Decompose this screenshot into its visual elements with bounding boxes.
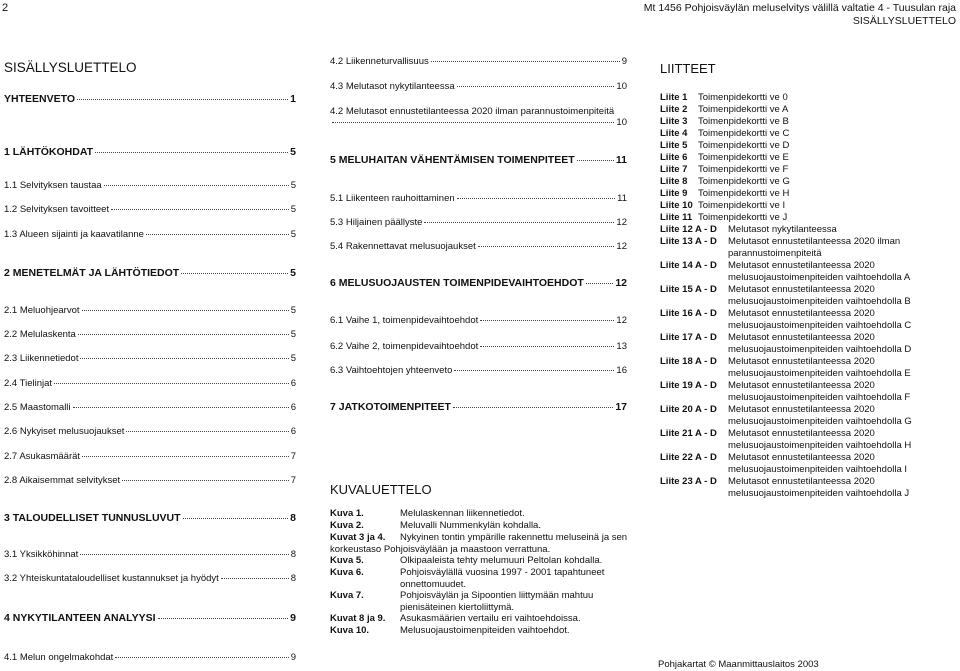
- liite-code: Liite 8: [660, 176, 688, 187]
- liite-code: Liite 5: [660, 140, 688, 151]
- toc-entry-page: 6: [290, 378, 296, 389]
- kuva-description: Olkipaaleista tehty melumuuri Peltolan kohdalla.: [400, 555, 603, 566]
- toc-entry-label: 2.2 Melulaskenta: [4, 329, 76, 340]
- toc-entry-page: 5: [290, 204, 296, 215]
- kuva-code: Kuva 6.: [330, 567, 364, 578]
- toc-entry-label: 1.1 Selvityksen taustaa: [4, 180, 102, 191]
- toc-entry: [4, 329, 296, 340]
- toc-entry: [4, 353, 296, 364]
- toc-entry-page: 8: [290, 573, 296, 584]
- toc-entry: [4, 426, 296, 437]
- toc-leader-dots: [158, 618, 289, 619]
- toc-entry-label: 1 LÄHTÖKOHDAT: [4, 146, 94, 158]
- liite-code: Liite 9: [660, 188, 688, 199]
- toc-entry-page: 6: [290, 402, 296, 413]
- toc-entry-page: 5: [290, 229, 296, 240]
- toc-entry: [330, 56, 627, 67]
- toc-entry-label: 4 NYKYTILANTEEN ANALYYSI: [4, 612, 156, 624]
- toc-entry-label: 5.3 Hiljainen päällyste: [330, 217, 423, 228]
- header-title: Mt 1456 Pohjoisväylän meluselvitys välillä valtatie 4 - Tuusulan raja: [643, 2, 956, 14]
- toc-leader-dots: [82, 310, 289, 311]
- kuva-description: Nykyinen tontin ympärille rakennettu meluseinä ja sen korkeustaso Pohjoisväylään ja maastoon verrattuna.: [330, 532, 628, 555]
- toc-entry-page: 9: [290, 612, 296, 624]
- toc-entry: [330, 315, 627, 326]
- toc-entry: [4, 378, 296, 389]
- liite-description: Melutasot ennustetilanteessa 2020 melusuojaustoimenpiteiden vaihtoehdolla H: [728, 428, 912, 452]
- toc-entry-label: 2.1 Meluohjearvot: [4, 305, 80, 316]
- toc-entry-label: 2.7 Asukasmäärät: [4, 451, 81, 462]
- kuva-description: Melulaskennan liikennetiedot.: [400, 508, 525, 519]
- toc-entry-label: 3.2 Yhteiskuntataloudelliset kustannukset ja hyödyt: [4, 573, 219, 584]
- liite-description: Toimenpidekortti ve 0: [698, 92, 788, 103]
- kuva-description: Pohjoisväylän ja Sipoontien liittymään mahtuu pienisäteinen kiertoliittymä.: [400, 590, 594, 613]
- toc-entry-label: 4.3 Melutasot nykytilanteessa: [330, 81, 455, 92]
- liite-code: Liite 13 A - D: [660, 236, 717, 247]
- kuva-description: Asukasmäärien vertailu eri vaihtoehdoissa.: [400, 613, 581, 624]
- liite-description: Melutasot ennustetilanteessa 2020 melusuojaustoimenpiteiden vaihtoehdolla C: [728, 308, 912, 332]
- liite-code: Liite 3: [660, 116, 688, 127]
- page-number: 2: [2, 2, 9, 14]
- toc-entry-page: 11: [617, 193, 627, 204]
- toc-title: SISÄLLYSLUETTELO: [4, 60, 137, 75]
- kuva-code: Kuva 7.: [330, 590, 364, 601]
- toc-leader-dots: [457, 198, 615, 199]
- liite-code: Liite 6: [660, 152, 688, 163]
- toc-entry-label: 4.2 Melutasot ennustetilanteessa 2020 ilman parannustoimenpiteitä: [330, 106, 615, 117]
- kuva-code: Kuva 5.: [330, 555, 364, 566]
- toc-entry-label: 2 MENETELMÄT JA LÄHTÖTIEDOT: [4, 267, 180, 279]
- toc-entry: [330, 106, 627, 117]
- kuva-code: Kuva 10.: [330, 625, 370, 636]
- toc-entry: [4, 267, 296, 279]
- toc-entry-page: 9: [621, 56, 627, 67]
- toc-leader-dots: [332, 122, 614, 123]
- toc-entry-page: 5: [290, 353, 296, 364]
- toc-entry: [330, 81, 627, 92]
- toc-entry-page: 1: [290, 93, 296, 105]
- toc-leader-dots: [424, 222, 614, 223]
- toc-leader-dots: [146, 234, 289, 235]
- liite-description: Toimenpidekortti ve C: [698, 128, 790, 139]
- toc-entry-label: 3.1 Yksikköhinnat: [4, 549, 79, 560]
- toc-entry-label: 2.6 Nykyiset melusuojaukset: [4, 426, 125, 437]
- toc-entry-label: 3 TALOUDELLISET TUNNUSLUVUT: [4, 512, 181, 524]
- liite-code: Liite 18 A - D: [660, 356, 717, 367]
- toc-entry: [4, 573, 296, 584]
- map-copyright: Pohjakartat © Maanmittauslaitos 2003: [658, 659, 819, 670]
- liite-description: Melutasot nykytilanteessa: [728, 224, 837, 235]
- toc-entry: [330, 193, 627, 204]
- toc-leader-dots: [115, 657, 288, 658]
- toc-entry-label: 6 MELUSUOJAUSTEN TOIMENPIDEVAIHTOEHDOT: [330, 277, 584, 289]
- header-section: SISÄLLYSLUETTELO: [852, 15, 956, 27]
- toc-entry-label: 2.3 Liikennetiedot: [4, 353, 79, 364]
- liite-code: Liite 7: [660, 164, 688, 175]
- toc-leader-dots: [80, 358, 288, 359]
- toc-entry: [4, 305, 296, 316]
- toc-entry-page: 5: [290, 267, 296, 279]
- toc-entry: [4, 512, 296, 524]
- toc-leader-dots: [480, 320, 614, 321]
- toc-entry-page: 8: [290, 549, 296, 560]
- kuva-code: Kuva 1.: [330, 508, 364, 519]
- liite-code: Liite 2: [660, 104, 688, 115]
- kuvaluettelo-title: KUVALUETTELO: [330, 482, 432, 497]
- liite-description: Toimenpidekortti ve D: [698, 140, 790, 151]
- liite-code: Liite 23 A - D: [660, 476, 717, 487]
- liite-description: Toimenpidekortti ve I: [698, 200, 786, 211]
- kuva-description: Pohjoisväylällä vuosina 1997 - 2001 tapahtuneet onnettomuudet.: [400, 567, 605, 590]
- toc-entry-page: 5: [290, 146, 296, 158]
- liite-code: Liite 12 A - D: [660, 224, 717, 235]
- toc-entry-page: 12: [616, 241, 627, 252]
- liite-code: Liite 1: [660, 92, 688, 103]
- toc-entry: [330, 217, 627, 228]
- toc-entry: [4, 146, 296, 158]
- toc-entry-page: 12: [616, 315, 627, 326]
- toc-entry: [330, 401, 627, 413]
- toc-leader-dots: [457, 86, 615, 87]
- liite-code: Liite 4: [660, 128, 688, 139]
- toc-entry: [4, 475, 296, 486]
- toc-entry: [4, 229, 296, 240]
- liite-code: Liite 22 A - D: [660, 452, 717, 463]
- toc-entry-label: YHTEENVETO: [4, 93, 75, 105]
- toc-entry-label: 5 MELUHAITAN VÄHENTÄMISEN TOIMENPITEET: [330, 154, 575, 166]
- toc-entry: [330, 117, 627, 128]
- toc-entry-page: 17: [615, 401, 627, 413]
- liite-description: Toimenpidekortti ve J: [698, 212, 788, 223]
- toc-leader-dots: [577, 160, 614, 161]
- toc-entry-label: 1.2 Selvityksen tavoitteet: [4, 204, 110, 215]
- toc-entry-label: 2.5 Maastomalli: [4, 402, 71, 413]
- liite-description: Toimenpidekortti ve B: [698, 116, 789, 127]
- toc-entry-page: 5: [290, 329, 296, 340]
- kuva-code: Kuvat 8 ja 9.: [330, 613, 386, 624]
- toc-entry: [4, 204, 296, 215]
- liite-code: Liite 19 A - D: [660, 380, 717, 391]
- kuva-code: Kuva 2.: [330, 520, 364, 531]
- liite-code: Liite 14 A - D: [660, 260, 717, 271]
- liite-code: Liite 17 A - D: [660, 332, 717, 343]
- liite-code: Liite 16 A - D: [660, 308, 717, 319]
- liite-code: Liite 11: [660, 212, 693, 223]
- toc-entry: [4, 652, 296, 663]
- toc-entry: [330, 154, 627, 166]
- liitteet-title: LIITTEET: [660, 61, 716, 76]
- liite-description: Toimenpidekortti ve A: [698, 104, 789, 115]
- kuva-description: Meluvalli Nummenkylän kohdalla.: [400, 520, 541, 531]
- kuva-description: Melusuojaustoimenpiteiden vaihtoehdot.: [400, 625, 570, 636]
- liite-description: Melutasot ennustetilanteessa 2020 melusuojaustoimenpiteiden vaihtoehdolla G: [728, 404, 912, 428]
- toc-entry-label: 5.4 Rakennettavat melusuojaukset: [330, 241, 476, 252]
- toc-entry-page: 12: [615, 277, 627, 289]
- liite-code: Liite 20 A - D: [660, 404, 717, 415]
- toc-leader-dots: [122, 480, 289, 481]
- kuva-code: Kuvat 3 ja 4.: [330, 532, 386, 543]
- toc-leader-dots: [54, 383, 289, 384]
- toc-entry: [330, 341, 627, 352]
- liite-description: Toimenpidekortti ve E: [698, 152, 789, 163]
- toc-entry-page: 5: [290, 180, 296, 191]
- liite-description: Toimenpidekortti ve G: [698, 176, 790, 187]
- toc-entry-label: 4.1 Melun ongelmakohdat: [4, 652, 114, 663]
- toc-entry: [330, 277, 627, 289]
- liite-description: Melutasot ennustetilanteessa 2020 melusuojaustoimenpiteiden vaihtoehdolla I: [728, 452, 908, 476]
- toc-leader-dots: [431, 61, 620, 62]
- toc-leader-dots: [77, 99, 288, 100]
- liite-description: Melutasot ennustetilanteessa 2020 melusuojaustoimenpiteiden vaihtoehdolla E: [728, 356, 911, 380]
- toc-leader-dots: [95, 152, 288, 153]
- toc-entry: [4, 612, 296, 624]
- toc-entry-label: 6.3 Vaihtoehtojen yhteenveto: [330, 365, 453, 376]
- liite-description: Toimenpidekortti ve H: [698, 188, 790, 199]
- toc-leader-dots: [111, 209, 289, 210]
- liite-code: Liite 15 A - D: [660, 284, 717, 295]
- toc-leader-dots: [181, 273, 288, 274]
- toc-leader-dots: [183, 518, 289, 519]
- toc-leader-dots: [73, 407, 289, 408]
- toc-entry-label: 2.4 Tielinjat: [4, 378, 53, 389]
- toc-leader-dots: [80, 554, 288, 555]
- toc-entry-page: 11: [615, 154, 627, 166]
- toc-entry-label: 2.8 Aikaisemmat selvitykset: [4, 475, 121, 486]
- toc-leader-dots: [104, 185, 289, 186]
- toc-entry-page: 10: [616, 117, 627, 128]
- liite-description: Melutasot ennustetilanteessa 2020 ilman parannustoimenpiteitä: [728, 236, 901, 260]
- toc-entry-page: 7: [290, 451, 296, 462]
- liite-description: Melutasot ennustetilanteessa 2020 melusuojaustoimenpiteiden vaihtoehdolla J: [728, 476, 910, 500]
- toc-leader-dots: [478, 246, 615, 247]
- toc-leader-dots: [480, 346, 614, 347]
- liite-description: Melutasot ennustetilanteessa 2020 melusuojaustoimenpiteiden vaihtoehdolla D: [728, 332, 912, 356]
- liite-code: Liite 10: [660, 200, 693, 211]
- liite-description: Toimenpidekortti ve F: [698, 164, 789, 175]
- toc-leader-dots: [221, 578, 289, 579]
- toc-leader-dots: [82, 456, 289, 457]
- toc-entry-label: 6.2 Vaihe 2, toimenpidevaihtoehdot: [330, 341, 479, 352]
- toc-entry: [4, 549, 296, 560]
- toc-entry-label: 6.1 Vaihe 1, toimenpidevaihtoehdot: [330, 315, 479, 326]
- toc-entry-page: 10: [616, 81, 627, 92]
- toc-entry-page: 6: [290, 426, 296, 437]
- toc-entry-label: 7 JATKOTOIMENPITEET: [330, 401, 451, 413]
- toc-leader-dots: [586, 283, 614, 284]
- toc-entry: [4, 451, 296, 462]
- toc-entry: [4, 402, 296, 413]
- toc-entry-page: 9: [290, 652, 296, 663]
- toc-leader-dots: [126, 431, 288, 432]
- toc-entry-page: 5: [290, 305, 296, 316]
- liite-description: Melutasot ennustetilanteessa 2020 melusuojaustoimenpiteiden vaihtoehdolla B: [728, 284, 911, 308]
- toc-entry: [330, 365, 627, 376]
- toc-entry: [330, 241, 627, 252]
- toc-entry-page: 16: [616, 365, 627, 376]
- toc-entry-label: 1.3 Alueen sijainti ja kaavatilanne: [4, 229, 144, 240]
- liite-description: Melutasot ennustetilanteessa 2020 melusuojaustoimenpiteiden vaihtoehdolla F: [728, 380, 911, 404]
- toc-leader-dots: [78, 334, 289, 335]
- toc-entry-page: 13: [616, 341, 627, 352]
- toc-entry: [4, 93, 296, 105]
- toc-leader-dots: [454, 370, 614, 371]
- toc-entry: [4, 180, 296, 191]
- toc-entry-label: 5.1 Liikenteen rauhoittaminen: [330, 193, 455, 204]
- toc-entry-label: 4.2 Liikenneturvallisuus: [330, 56, 429, 67]
- toc-entry-page: 8: [290, 512, 296, 524]
- toc-entry-page: 7: [290, 475, 296, 486]
- liite-code: Liite 21 A - D: [660, 428, 717, 439]
- liite-description: Melutasot ennustetilanteessa 2020 melusuojaustoimenpiteiden vaihtoehdolla A: [728, 260, 911, 284]
- toc-leader-dots: [453, 407, 613, 408]
- toc-entry-page: 12: [616, 217, 627, 228]
